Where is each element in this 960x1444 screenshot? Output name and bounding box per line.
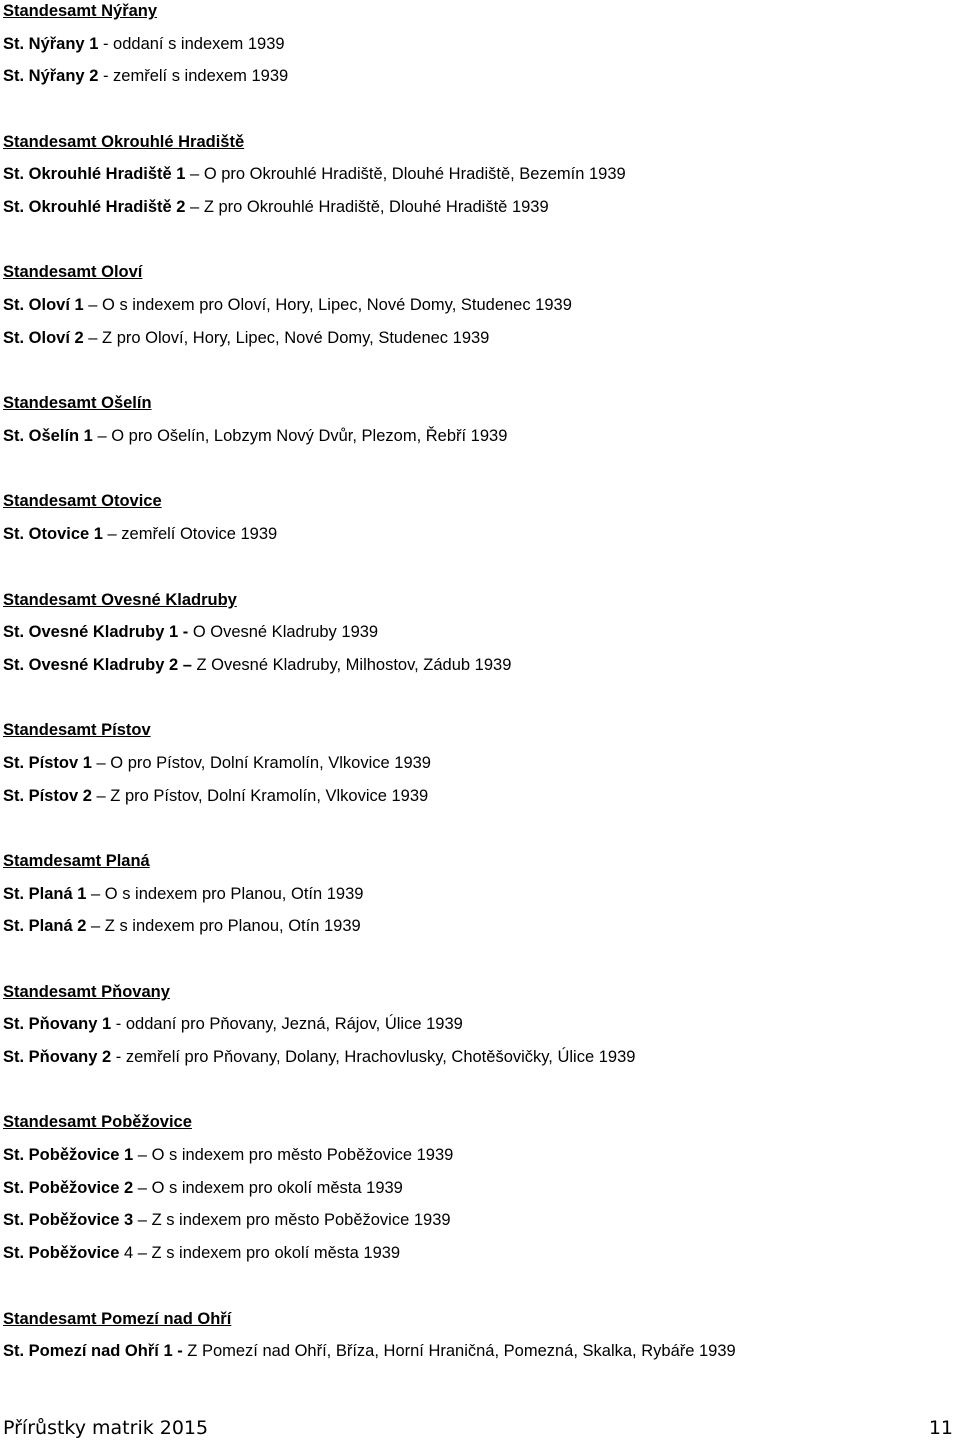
entry-text: 4 – Z s indexem pro okolí města 1939 — [119, 1244, 401, 1262]
entry-line — [3, 1242, 400, 1264]
entry-text: – Z pro Oloví, Hory, Lipec, Nové Domy, Studenec 1939 — [83, 329, 490, 347]
entry-line — [3, 196, 549, 218]
entry-label: St. Poběžovice — [3, 1244, 120, 1262]
section-heading: Standesamt Okrouhlé Hradiště — [3, 133, 245, 151]
entry-line — [3, 327, 489, 349]
entry-line — [3, 915, 361, 937]
entry-line — [3, 33, 285, 55]
section-heading: Standesamt Poběžovice — [3, 1113, 192, 1131]
entry-line — [3, 1046, 635, 1068]
entry-line — [3, 523, 277, 545]
entry-line — [3, 163, 626, 185]
entry-label: St. Okrouhlé Hradiště 1 — [3, 165, 186, 183]
entry-text: – Z pro Pístov, Dolní Kramolín, Vlkovice 1939 — [91, 787, 429, 805]
entry-label: St. Nýřany 1 — [3, 35, 99, 53]
entry-label: St. Pňovany 1 — [3, 1015, 112, 1033]
entry-line — [3, 752, 431, 774]
entry-line — [3, 1209, 451, 1231]
entry-label: St. Poběžovice 2 — [3, 1179, 134, 1197]
entry-text: – O s indexem pro Planou, Otín 1939 — [86, 885, 364, 903]
entry-line — [3, 883, 363, 905]
section-heading: Standesamt Ovesné Kladruby — [3, 591, 237, 609]
entry-text: – zemřelí Otovice 1939 — [102, 525, 278, 543]
entry-line — [3, 65, 288, 87]
entry-line — [3, 654, 511, 676]
entry-text: – O s indexem pro město Poběžovice 1939 — [133, 1146, 454, 1164]
entry-line — [3, 621, 378, 643]
section-heading: Standesamt Pístov — [3, 721, 151, 739]
section-heading: Stamdesamt Planá — [3, 852, 150, 870]
section-heading: Standesamt Oloví — [3, 263, 143, 281]
entry-label: St. Pomezí nad Ohří 1 - — [3, 1342, 183, 1360]
entry-label: St. Planá 2 — [3, 917, 87, 935]
entry-label: St. Ovesné Kladruby 1 - — [3, 623, 189, 641]
entry-text: Z Pomezí nad Ohří, Bříza, Horní Hraničná, Pomezná, Skalka, Rybáře 1939 — [182, 1342, 736, 1360]
entry-text: – O s indexem pro Oloví, Hory, Lipec, Nové Domy, Studenec 1939 — [83, 296, 572, 314]
entry-text: Z Ovesné Kladruby, Milhostov, Zádub 1939 — [191, 656, 512, 674]
entry-text: - oddaní s indexem 1939 — [98, 35, 285, 53]
entry-label: St. Ovesné Kladruby 2 – — [3, 656, 192, 674]
entry-label: St. Nýřany 2 — [3, 67, 99, 85]
entry-text: – Z s indexem pro Planou, Otín 1939 — [86, 917, 361, 935]
page-footer — [3, 1416, 953, 1440]
entry-text: – O pro Ošelín, Lobzym Nový Dvůr, Plezom, Řebří 1939 — [92, 427, 508, 445]
entry-line — [3, 1144, 453, 1166]
entry-label: St. Okrouhlé Hradiště 2 — [3, 198, 186, 216]
section-heading: Standesamt Pňovany — [3, 983, 170, 1001]
entry-text: – O pro Pístov, Dolní Kramolín, Vlkovice 1939 — [91, 754, 431, 772]
entry-label: St. Poběžovice 1 — [3, 1146, 134, 1164]
entry-line — [3, 1013, 463, 1035]
section-heading: Standesamt Otovice — [3, 492, 162, 510]
entry-line — [3, 425, 507, 447]
entry-line — [3, 1177, 403, 1199]
entry-text: O Ovesné Kladruby 1939 — [188, 623, 379, 641]
entry-label: St. Ošelín 1 — [3, 427, 93, 445]
footer-title: Přírůstky matrik 2015 — [3, 1417, 209, 1439]
entry-text: - zemřelí s indexem 1939 — [98, 67, 289, 85]
entry-label: St. Poběžovice 3 — [3, 1211, 134, 1229]
entry-line — [3, 785, 428, 807]
entry-label: St. Oloví 2 — [3, 329, 84, 347]
page-number: 11 — [928, 1417, 953, 1439]
entry-text: - zemřelí pro Pňovany, Dolany, Hrachovlusky, Chotěšovičky, Úlice 1939 — [111, 1048, 636, 1066]
section-heading: Standesamt Pomezí nad Ohří — [3, 1310, 232, 1328]
section-heading: Standesamt Nýřany — [3, 2, 158, 20]
entry-text: – O s indexem pro okolí města 1939 — [133, 1179, 403, 1197]
entry-line — [3, 1340, 736, 1362]
entry-label: St. Oloví 1 — [3, 296, 84, 314]
entry-text: – Z s indexem pro město Poběžovice 1939 — [133, 1211, 451, 1229]
entry-text: – Z pro Okrouhlé Hradiště, Dlouhé Hradiště 1939 — [185, 198, 549, 216]
entry-label: St. Pístov 2 — [3, 787, 92, 805]
section-heading: Standesamt Ošelín — [3, 394, 152, 412]
entry-text: – O pro Okrouhlé Hradiště, Dlouhé Hradiště, Bezemín 1939 — [185, 165, 626, 183]
entry-line — [3, 294, 572, 316]
entry-label: St. Pístov 1 — [3, 754, 92, 772]
entry-label: St. Planá 1 — [3, 885, 87, 903]
entry-label: St. Pňovany 2 — [3, 1048, 112, 1066]
entry-text: - oddaní pro Pňovany, Jezná, Rájov, Úlice 1939 — [111, 1015, 463, 1033]
entry-label: St. Otovice 1 — [3, 525, 103, 543]
